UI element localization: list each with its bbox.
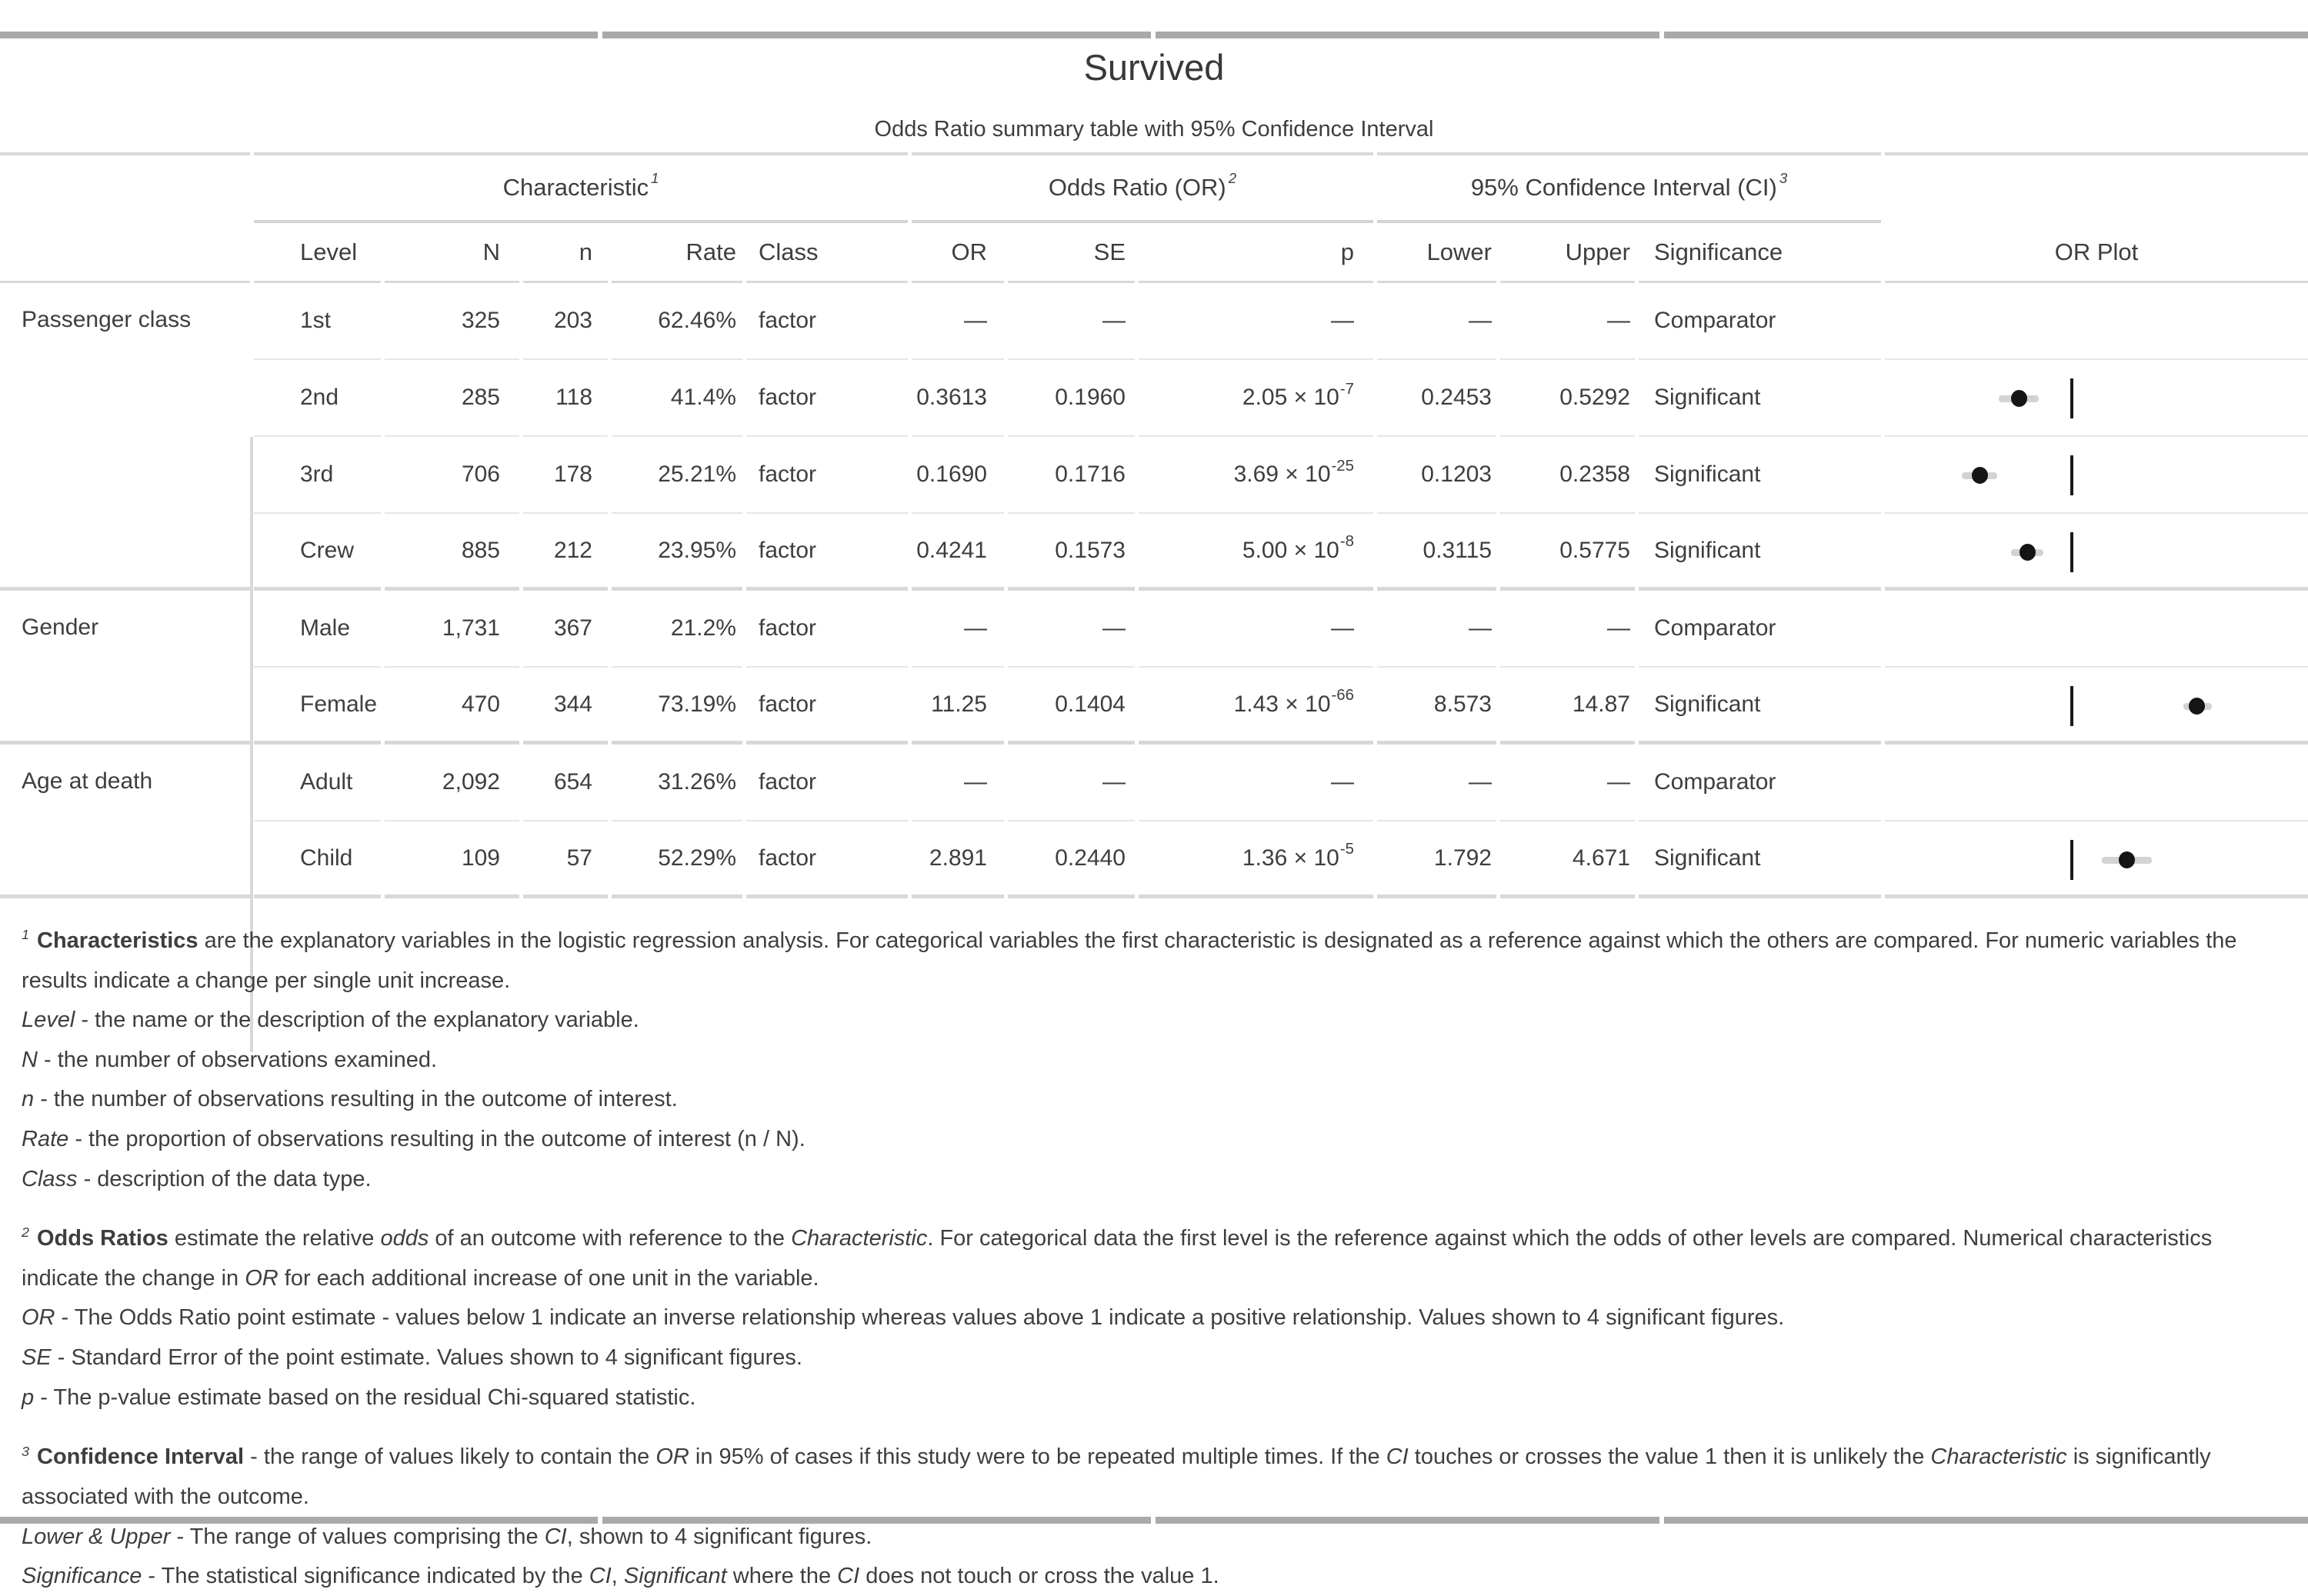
cell-se: 0.1960 xyxy=(1008,360,1135,437)
cell-sig: Significant xyxy=(1639,437,1881,514)
footnote-text: OR xyxy=(22,1305,55,1331)
cell-cls: factor xyxy=(746,514,908,591)
cell-upper: 4.671 xyxy=(1500,821,1635,898)
footnote-text: CI xyxy=(1386,1444,1409,1470)
cell-upper: 0.5292 xyxy=(1500,360,1635,437)
footnote-text: , shown to 4 significant figures. xyxy=(566,1524,872,1549)
reference-line xyxy=(2070,378,2073,418)
cell-or-plot xyxy=(1885,668,2308,745)
odds-ratio-table xyxy=(0,152,2308,898)
column-header-n: n xyxy=(523,223,608,283)
cell-n: 212 xyxy=(523,514,608,591)
cell-or: 11.25 xyxy=(912,668,1004,745)
cell-cls: factor xyxy=(746,283,908,360)
cell-p: 2.05 × 10 -7 xyxy=(1139,360,1373,437)
cell-se: 0.1573 xyxy=(1008,514,1135,591)
cell-rate: 62.46% xyxy=(612,283,742,360)
column-header-p: p xyxy=(1139,223,1373,283)
cell-upper: 0.2358 xyxy=(1500,437,1635,514)
footnote-text: Significance xyxy=(22,1564,142,1589)
cell-or: 2.891 xyxy=(912,821,1004,898)
or-point-marker xyxy=(2011,390,2027,407)
or-point-marker xyxy=(1972,467,1988,484)
cell-or: — xyxy=(912,591,1004,668)
footnote-text: - The statistical significance indicated by the xyxy=(142,1564,589,1589)
p-exponent: -5 xyxy=(1339,841,1354,858)
column-group-header: Odds Ratio (OR) 2 xyxy=(912,152,1373,223)
cell-or: 0.3613 xyxy=(912,360,1004,437)
footnote-text: - The p-value estimate based on the residual Chi-squared statistic. xyxy=(34,1384,696,1410)
footnote-text: n xyxy=(22,1087,35,1112)
or-plot xyxy=(1885,668,2308,741)
cell-sig: Significant xyxy=(1639,360,1881,437)
footnote-marker: 2 xyxy=(1228,170,1237,187)
column-header-se: SE xyxy=(1008,223,1135,283)
column-header-upper: Upper xyxy=(1500,223,1635,283)
or-plot xyxy=(1885,283,2308,358)
cell-se: 0.2440 xyxy=(1008,821,1135,898)
cell-lower: 8.573 xyxy=(1377,668,1496,745)
reference-line xyxy=(2070,840,2073,880)
footnote-line xyxy=(22,1041,2288,1081)
footnote-text: - the number of observations resulting in the outcome of interest. xyxy=(34,1087,678,1112)
column-header-n: N xyxy=(385,223,519,283)
cell-or: — xyxy=(912,283,1004,360)
footnote-text: Significant xyxy=(623,1564,727,1589)
p-exponent: -8 xyxy=(1339,533,1354,551)
footnote-text: - The range of values comprising the xyxy=(170,1524,545,1549)
footnote-text: where the xyxy=(726,1564,838,1589)
column-header-level: Level xyxy=(254,223,381,283)
footnote-text: Class xyxy=(22,1166,78,1191)
footnote-text: does not touch or cross the value 1. xyxy=(859,1564,1219,1589)
footnote-text: CI xyxy=(589,1564,612,1589)
cell-n: 1,731 xyxy=(385,591,519,668)
cell-rate: 41.4% xyxy=(612,360,742,437)
cell-sig: Comparator xyxy=(1639,283,1881,360)
column-header-spacer xyxy=(0,223,250,283)
cell-lower: 0.2453 xyxy=(1377,360,1496,437)
cell-lower: 0.3115 xyxy=(1377,514,1496,591)
footnote-text: of an outcome with reference to the xyxy=(429,1226,792,1251)
footnote-block-1 xyxy=(22,921,2288,1199)
cell-sig: Significant xyxy=(1639,514,1881,591)
cell-se: — xyxy=(1008,591,1135,668)
cell-or-plot xyxy=(1885,591,2308,668)
or-plot xyxy=(1885,437,2308,512)
cell-level: Male xyxy=(254,591,381,668)
column-header-rate: Rate xyxy=(612,223,742,283)
cell-se: 0.1716 xyxy=(1008,437,1135,514)
footnote-line xyxy=(22,1219,2288,1298)
footnote-text: - the number of observations examined. xyxy=(37,1047,438,1072)
p-exponent: -25 xyxy=(1331,457,1354,475)
footnote-text: for each additional increase of one unit in the variable. xyxy=(278,1265,819,1291)
footnote-text: touches or crosses the value 1 then it is unlikely the xyxy=(1408,1444,1931,1470)
footnote-text: Rate xyxy=(22,1127,69,1152)
cell-level: 2nd xyxy=(254,360,381,437)
footnote-text: - Standard Error of the point estimate. Values shown to 4 significant figures. xyxy=(51,1345,802,1371)
cell-p: — xyxy=(1139,283,1373,360)
footnote-marker: 1 xyxy=(651,170,659,187)
footnote-text: - description of the data type. xyxy=(77,1166,372,1191)
cell-level: Female xyxy=(254,668,381,745)
footnote-text: estimate the relative xyxy=(168,1226,381,1251)
or-point-marker xyxy=(2020,544,2036,561)
or-plot xyxy=(1885,514,2308,587)
cell-upper: — xyxy=(1500,591,1635,668)
column-group-spacer xyxy=(1885,152,2308,223)
column-header-class: Class xyxy=(746,223,908,283)
cell-lower: — xyxy=(1377,591,1496,668)
cell-lower: — xyxy=(1377,283,1496,360)
or-plot xyxy=(1885,591,2308,666)
footnote-line xyxy=(22,1298,2288,1338)
footnote-text: , xyxy=(611,1564,624,1589)
or-point-marker xyxy=(2189,698,2205,715)
footnote-line xyxy=(22,1080,2288,1120)
footnote-line xyxy=(22,921,2288,1001)
cell-se: 0.1404 xyxy=(1008,668,1135,745)
footnote-line xyxy=(22,1160,2288,1200)
footnote-text: Characteristic xyxy=(1930,1444,2067,1470)
cell-n: 118 xyxy=(523,360,608,437)
footnote-text: SE xyxy=(22,1345,52,1371)
cell-cls: factor xyxy=(746,591,908,668)
footnote-line xyxy=(22,1001,2288,1041)
column-header-or-plot: OR Plot xyxy=(1885,223,2308,283)
cell-lower: — xyxy=(1377,745,1496,821)
footnote-text: OR xyxy=(655,1444,689,1470)
footnote-text: p xyxy=(22,1384,35,1410)
cell-level: 3rd xyxy=(254,437,381,514)
report-title: Survived xyxy=(1083,47,1225,88)
footnote-text: - the proportion of observations resulting in the outcome of interest (n / N). xyxy=(68,1127,805,1152)
footnote-text: OR xyxy=(245,1265,278,1291)
cell-sig: Comparator xyxy=(1639,591,1881,668)
cell-upper: — xyxy=(1500,745,1635,821)
cell-or: 0.4241 xyxy=(912,514,1004,591)
row-group-label: Passenger class xyxy=(0,283,250,591)
cell-cls: factor xyxy=(746,821,908,898)
column-group-spacer xyxy=(0,152,250,223)
footnote-term: Characteristics xyxy=(37,928,198,953)
cell-se: — xyxy=(1008,745,1135,821)
cell-level: Crew xyxy=(254,514,381,591)
cell-n: 285 xyxy=(385,360,519,437)
footnote-marker: 2 xyxy=(22,1224,33,1241)
footnote-text: are the explanatory variables in the logistic regression analysis. For categorical variables the first characteristic is designated as a reference against which the others are compared. For numeric variables the results indicate a change per single unit increase. xyxy=(22,928,2237,993)
footnote-text: in 95% of cases if this study were to be repeated multiple times. If the xyxy=(689,1444,1386,1470)
column-header-lower: Lower xyxy=(1377,223,1496,283)
cell-se: — xyxy=(1008,283,1135,360)
footnote-line xyxy=(22,1120,2288,1160)
footnote-text: - The Odds Ratio point estimate - values below 1 indicate an inverse relationship whereas values above 1 indicate a positive relationship. Values shown to 4 significant figures. xyxy=(55,1305,1785,1331)
cell-p: — xyxy=(1139,591,1373,668)
cell-n: 2,092 xyxy=(385,745,519,821)
cell-level: 1st xyxy=(254,283,381,360)
reference-line xyxy=(2070,455,2073,495)
cell-n: 109 xyxy=(385,821,519,898)
cell-n: 178 xyxy=(523,437,608,514)
cell-cls: factor xyxy=(746,437,908,514)
cell-p: 5.00 × 10 -8 xyxy=(1139,514,1373,591)
cell-level: Adult xyxy=(254,745,381,821)
footnote-text: Characteristic xyxy=(791,1226,928,1251)
cell-n: 885 xyxy=(385,514,519,591)
footnote-marker: 3 xyxy=(1779,170,1788,187)
or-plot xyxy=(1885,745,2308,820)
or-point-marker xyxy=(2119,851,2135,868)
cell-p: 1.43 × 10 -66 xyxy=(1139,668,1373,745)
footnote-text: - the range of values likely to contain the xyxy=(244,1444,656,1470)
cell-upper: 14.87 xyxy=(1500,668,1635,745)
p-exponent: -7 xyxy=(1339,380,1354,398)
cell-cls: factor xyxy=(746,745,908,821)
cell-rate: 52.29% xyxy=(612,821,742,898)
column-header-significance: Significance xyxy=(1639,223,1881,283)
cell-n: 654 xyxy=(523,745,608,821)
footnote-line xyxy=(22,1557,2288,1596)
footnote-marker: 3 xyxy=(22,1443,33,1459)
footnote-line xyxy=(22,1438,2288,1517)
row-group-label: Age at death xyxy=(0,745,250,898)
p-exponent: -66 xyxy=(1331,687,1354,705)
footnote-text: odds xyxy=(380,1226,429,1251)
cell-n: 367 xyxy=(523,591,608,668)
cell-cls: factor xyxy=(746,668,908,745)
reference-line xyxy=(2070,532,2073,572)
cell-or-plot xyxy=(1885,745,2308,821)
cell-n: 344 xyxy=(523,668,608,745)
reference-line xyxy=(2070,686,2073,726)
cell-level: Child xyxy=(254,821,381,898)
cell-p: — xyxy=(1139,745,1373,821)
cell-or-plot xyxy=(1885,821,2308,898)
cell-sig: Comparator xyxy=(1639,745,1881,821)
cell-cls: factor xyxy=(746,360,908,437)
footnote-line xyxy=(22,1378,2288,1418)
footnote-term: Confidence Interval xyxy=(37,1444,245,1470)
cell-or-plot xyxy=(1885,283,2308,360)
cell-or: 0.1690 xyxy=(912,437,1004,514)
cell-lower: 1.792 xyxy=(1377,821,1496,898)
footnote-text: N xyxy=(22,1047,38,1072)
footnote-term: Odds Ratios xyxy=(37,1226,168,1251)
cell-n: 57 xyxy=(523,821,608,898)
footnote-text: Level xyxy=(22,1008,75,1033)
footnote-text: . For categorical data the first level is the reference against which the odds of other levels are compared. Numerical characteristics indicate the change in xyxy=(22,1226,2213,1291)
footnote-text: is significantly associated with the outcome. xyxy=(22,1444,2211,1509)
cell-upper: — xyxy=(1500,283,1635,360)
report-subtitle: Odds Ratio summary table with 95% Confidence Interval xyxy=(874,117,1434,142)
cell-or-plot xyxy=(1885,437,2308,514)
footnote-text: - the name or the description of the explanatory variable. xyxy=(75,1008,639,1033)
footnote-block-2 xyxy=(22,1219,2288,1418)
cell-p: 1.36 × 10 -5 xyxy=(1139,821,1373,898)
cell-or: — xyxy=(912,745,1004,821)
cell-n: 325 xyxy=(385,283,519,360)
cell-rate: 73.19% xyxy=(612,668,742,745)
report-bottom-border xyxy=(0,1517,2308,1524)
cell-sig: Significant xyxy=(1639,668,1881,745)
cell-rate: 31.26% xyxy=(612,745,742,821)
column-group-header: 95% Confidence Interval (CI) 3 xyxy=(1377,152,1881,223)
cell-rate: 23.95% xyxy=(612,514,742,591)
or-plot xyxy=(1885,360,2308,435)
cell-rate: 21.2% xyxy=(612,591,742,668)
row-group-label: Gender xyxy=(0,591,250,745)
footnote-text: Lower & Upper xyxy=(22,1524,171,1549)
column-header-or: OR xyxy=(912,223,1004,283)
footnote-line xyxy=(22,1338,2288,1378)
or-plot xyxy=(1885,821,2308,895)
cell-p: 3.69 × 10 -25 xyxy=(1139,437,1373,514)
cell-rate: 25.21% xyxy=(612,437,742,514)
cell-upper: 0.5775 xyxy=(1500,514,1635,591)
cell-or-plot xyxy=(1885,360,2308,437)
column-group-header: Characteristic 1 xyxy=(254,152,908,223)
cell-lower: 0.1203 xyxy=(1377,437,1496,514)
footnote-text: CI xyxy=(544,1524,567,1549)
footnotes xyxy=(22,921,2288,1596)
cell-n: 470 xyxy=(385,668,519,745)
footnote-marker: 1 xyxy=(22,927,33,943)
cell-sig: Significant xyxy=(1639,821,1881,898)
cell-n: 203 xyxy=(523,283,608,360)
report-top-border xyxy=(0,32,2308,38)
cell-or-plot xyxy=(1885,514,2308,591)
cell-n: 706 xyxy=(385,437,519,514)
footnote-text: CI xyxy=(837,1564,860,1589)
